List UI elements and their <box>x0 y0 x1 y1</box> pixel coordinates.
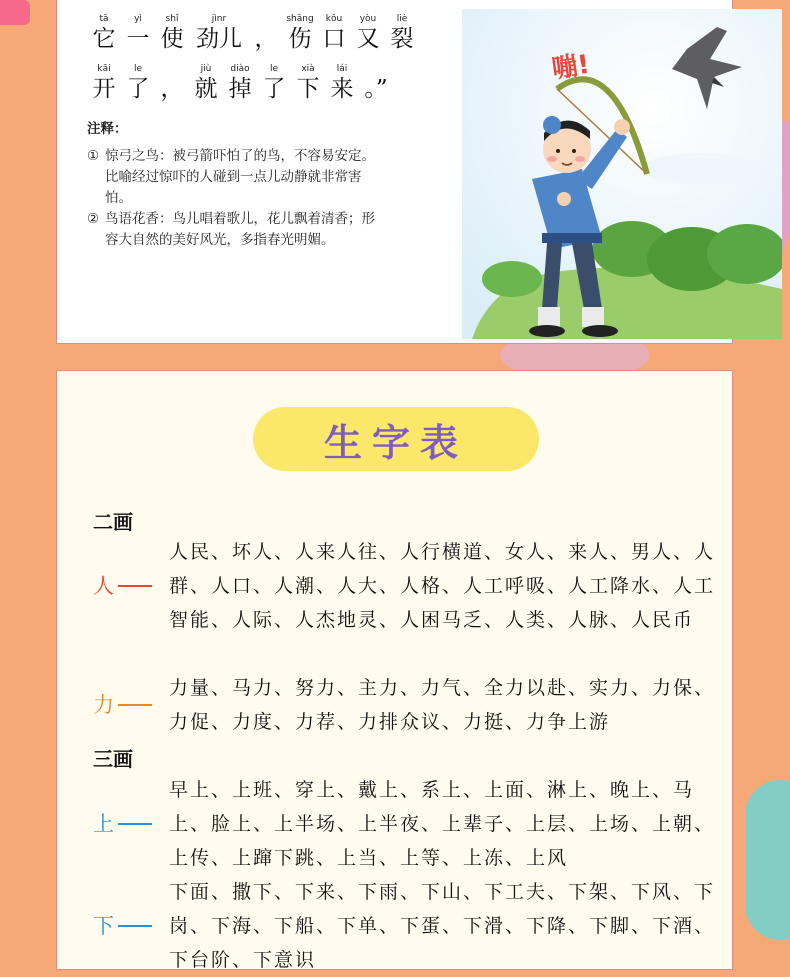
pinyin-unit <box>385 13 419 53</box>
section-label: 三画 <box>93 747 133 771</box>
pinyin-unit <box>283 13 317 53</box>
vocab-card <box>56 370 733 970</box>
hanzi: 口 <box>322 26 346 52</box>
entry-char-text: 力 <box>93 693 114 717</box>
pinyin: shāng <box>286 14 314 24</box>
notes-title: 注释： <box>87 121 128 137</box>
note-item-1 <box>87 146 377 209</box>
entry-words: 人民、坏人、人来人往、人行横道、女人、来人、男人、人群、人口、人潮、人大、人格、人工呼吸、人工降水、人工智能、人际、人杰地灵、人困马乏、人类、人脉、人民币 <box>169 541 716 631</box>
story-card <box>56 0 733 344</box>
pinyin-unit <box>317 13 351 53</box>
hanzi: 裂 <box>390 26 414 52</box>
note-text: 惊弓之鸟：被弓箭吓怕了的鸟，不容易安定。比喻经过惊吓的人碰到一点儿动静就非常害怕。 <box>105 148 375 206</box>
entry-words: 下面、撒下、下来、下雨、下山、下工夫、下架、下风、下岗、下海、下船、下单、下蛋、下滑、下降、下脚、下酒、下台阶、下意识 <box>169 881 716 971</box>
vocab-entry <box>93 535 723 637</box>
pinyin: xià <box>301 64 315 74</box>
pinyin: lái <box>336 64 348 74</box>
note-number: ② <box>87 211 100 227</box>
entry-char-text: 上 <box>93 812 114 836</box>
hanzi: ， <box>160 76 184 102</box>
pinyin-unit <box>257 63 291 103</box>
hanzi: 掉 <box>228 76 252 102</box>
pinyin-unit <box>359 63 393 103</box>
notes <box>87 119 377 251</box>
pinyin: shǐ <box>165 14 179 24</box>
pinyin: kāi <box>97 64 111 74</box>
entry-dash <box>118 585 152 587</box>
archer-illustration <box>452 9 782 339</box>
story-line-2 <box>87 63 393 103</box>
entry-char-text: 下 <box>93 914 114 938</box>
hanzi: 使 <box>160 26 184 52</box>
entry-dash <box>118 704 152 706</box>
pinyin: liè <box>396 14 408 24</box>
hanzi: 来 <box>330 76 354 102</box>
entry-char <box>93 535 169 637</box>
pinyin: yì <box>134 14 142 24</box>
section-label: 二画 <box>93 510 133 534</box>
pinyin-unit <box>325 63 359 103</box>
note-text: 鸟语花香：鸟儿唱着歌儿，花儿飘着清香；形容大自然的美好风光，多指春光明媚。 <box>105 211 375 248</box>
note-item-2 <box>87 209 377 251</box>
pinyin-unit <box>249 13 283 53</box>
pinyin-unit <box>223 63 257 103</box>
hanzi: 劲儿 <box>196 26 242 52</box>
hanzi: 开 <box>92 76 116 102</box>
pinyin: diào <box>230 64 250 74</box>
hanzi: ， <box>254 26 278 52</box>
entry-words: 早上、上班、穿上、戴上、系上、上面、淋上、晚上、马上、脸上、上半场、上半夜、上辈子、上层、上场、上朝、上传、上蹿下跳、上当、上等、上冻、上风 <box>169 779 716 869</box>
sound-effect-text: 嘣! <box>549 49 592 85</box>
hanzi: 它 <box>92 26 116 52</box>
entry-char <box>93 875 169 977</box>
vocab-entry <box>93 671 723 739</box>
pinyin-unit <box>189 13 249 53</box>
pinyin-unit <box>351 13 385 53</box>
hanzi: 下 <box>296 76 320 102</box>
story-line-1 <box>87 13 419 53</box>
note-number: ① <box>87 148 100 164</box>
hanzi: 了 <box>262 76 286 102</box>
vocab-title: 生字表 <box>253 407 539 471</box>
entry-dash <box>118 823 152 825</box>
pinyin: jìnr <box>211 14 227 24</box>
pinyin-unit <box>121 13 155 53</box>
pinyin-unit <box>189 63 223 103</box>
pinyin: tā <box>99 14 109 24</box>
entry-char <box>93 773 169 875</box>
pinyin: le <box>133 64 143 74</box>
pinyin-unit <box>87 63 121 103</box>
hanzi: 又 <box>356 26 380 52</box>
vocab-entry <box>93 875 723 977</box>
entry-dash <box>118 925 152 927</box>
pinyin-unit <box>155 13 189 53</box>
hanzi: 一 <box>126 26 150 52</box>
background-decoration <box>745 780 790 940</box>
hanzi: 。” <box>364 76 388 102</box>
pinyin-unit <box>291 63 325 103</box>
entry-char-text: 人 <box>93 574 114 598</box>
entry-words: 力量、马力、努力、主力、力气、全力以赴、实力、力保、力促、力度、力荐、力排众议、力挺、力争上游 <box>169 677 716 733</box>
pinyin: yòu <box>359 14 377 24</box>
pinyin: kǒu <box>325 14 343 24</box>
pinyin: le <box>269 64 279 74</box>
pinyin-unit <box>87 13 121 53</box>
vocab-entry <box>93 773 723 875</box>
pinyin-unit <box>155 63 189 103</box>
hanzi: 伤 <box>288 26 312 52</box>
pinyin-unit <box>121 63 155 103</box>
entry-char <box>93 671 169 739</box>
hanzi: 了 <box>126 76 150 102</box>
hanzi: 就 <box>194 76 218 102</box>
pinyin: jiù <box>200 64 212 74</box>
background-decoration <box>0 0 30 25</box>
